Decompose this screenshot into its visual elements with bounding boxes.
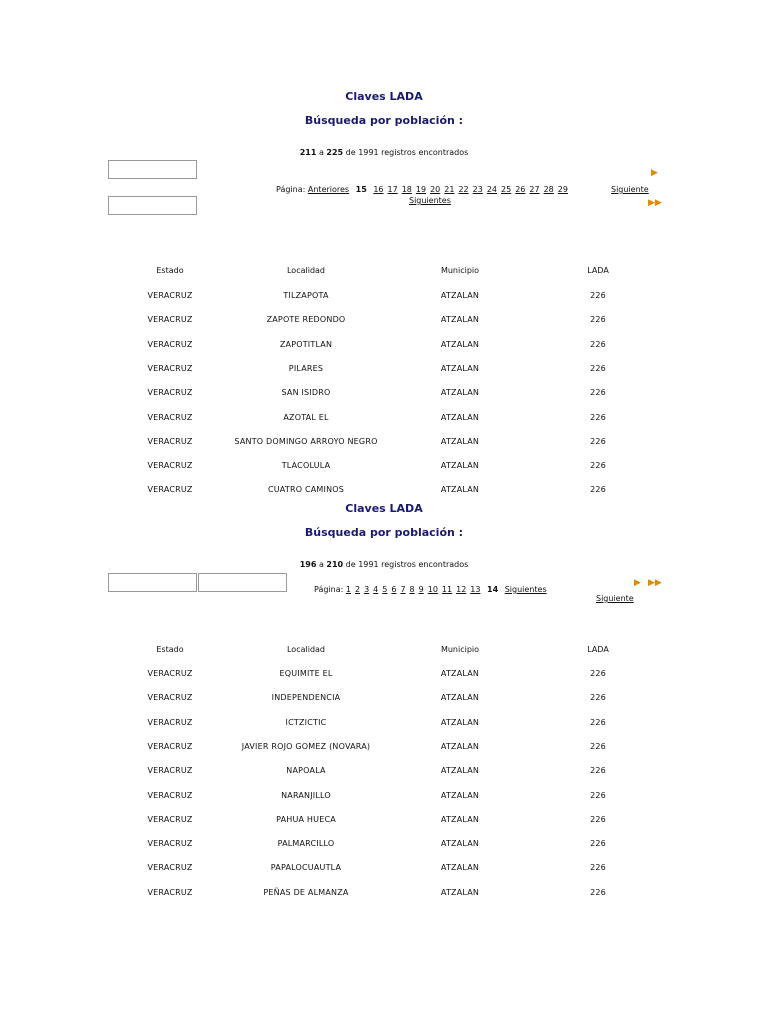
cell-municipio: ATZALAN [440, 814, 480, 824]
page-link-19[interactable]: 19 [415, 185, 427, 194]
page-subtitle: Búsqueda por población : [304, 114, 464, 127]
current-page: 15 [355, 185, 367, 194]
cell-lada: 226 [590, 485, 606, 495]
cell-municipio: ATZALAN [440, 741, 480, 751]
cell-estado: VERACRUZ [147, 363, 193, 373]
cell-localidad: PAPALOCUAUTLA [270, 863, 342, 873]
page-link-29[interactable]: 29 [557, 185, 568, 194]
header-localidad: Localidad [286, 645, 325, 654]
page-link-27[interactable]: 27 [529, 185, 540, 194]
cell-lada: 226 [590, 436, 606, 446]
page-link-24[interactable]: 24 [486, 185, 498, 194]
cell-municipio: ATZALAN [440, 339, 480, 349]
header-estado: Estado [156, 645, 184, 654]
cell-lada: 226 [590, 315, 606, 325]
cell-lada: 226 [590, 291, 606, 300]
page-link-28[interactable]: 28 [543, 185, 554, 194]
cell-lada: 226 [590, 693, 606, 703]
cell-lada: 226 [590, 766, 606, 776]
cell-lada: 226 [590, 863, 606, 873]
page-link-17[interactable]: 17 [387, 185, 398, 194]
cell-estado: VERACRUZ [147, 693, 193, 703]
cell-estado: VERACRUZ [147, 315, 193, 325]
page-link-1[interactable]: 1 [345, 585, 351, 594]
results-count-2: 196 a 210 de 1991 registros encontrados [299, 560, 469, 569]
cell-municipio: ATZALAN [440, 436, 480, 446]
header-municipio: Municipio [440, 266, 480, 275]
cell-municipio: ATZALAN [440, 693, 480, 703]
cell-estado: VERACRUZ [147, 863, 193, 873]
next-page-link[interactable]: Siguiente [611, 185, 649, 194]
cell-lada: 226 [590, 388, 606, 398]
cell-lada: 226 [590, 363, 606, 373]
cell-municipio: ATZALAN [440, 766, 480, 776]
next-group-link[interactable]: Siguientes [409, 196, 451, 205]
page-link-5[interactable]: 5 [382, 585, 388, 594]
cell-localidad: PAHUA HUECA [276, 814, 336, 824]
arrow-right-icon[interactable]: ▶ [651, 168, 658, 178]
cell-municipio: ATZALAN [440, 388, 480, 398]
cell-estado: VERACRUZ [147, 291, 193, 300]
cell-localidad: CUATRO CAMINOS [267, 485, 345, 495]
cell-localidad: ZAPOTITLAN [279, 339, 333, 349]
search-input-3[interactable] [108, 573, 197, 592]
cell-municipio: ATZALAN [440, 717, 480, 727]
cell-estado: VERACRUZ [147, 790, 193, 800]
cell-localidad: JAVIER ROJO GOMEZ (NOVARA) [241, 741, 371, 751]
current-page: 14 [487, 585, 499, 594]
search-input-4[interactable] [198, 573, 287, 592]
cell-lada: 226 [590, 741, 606, 751]
cell-localidad: EQUIMITE EL [279, 669, 333, 678]
cell-estado: VERACRUZ [147, 717, 193, 727]
page-link-6[interactable]: 6 [391, 585, 397, 594]
page-subtitle-2: Búsqueda por población : [304, 526, 464, 539]
cell-localidad: NARANJILLO [281, 790, 331, 800]
cell-localidad: NAPOALA [286, 766, 326, 776]
cell-estado: VERACRUZ [147, 814, 193, 824]
header-lada: LADA [587, 266, 609, 275]
next-group-link[interactable]: Siguientes [504, 585, 547, 594]
cell-lada: 226 [590, 814, 606, 824]
cell-localidad: PEÑAS DE ALMANZA [263, 887, 349, 897]
arrow-right-icon[interactable]: ▶ [634, 578, 641, 588]
page-link-23[interactable]: 23 [472, 185, 483, 194]
page-link-3[interactable]: 3 [364, 585, 370, 594]
page-link-10[interactable]: 10 [427, 585, 438, 594]
cell-estado: VERACRUZ [147, 669, 193, 678]
cell-estado: VERACRUZ [147, 436, 193, 446]
cell-localidad: ZAPOTE REDONDO [266, 315, 346, 325]
cell-lada: 226 [590, 887, 606, 897]
pager-2 [314, 585, 551, 594]
search-input-2[interactable] [108, 196, 197, 215]
cell-estado: VERACRUZ [147, 461, 193, 471]
cell-localidad: ICTZICTIC [285, 717, 327, 727]
cell-lada: 226 [590, 790, 606, 800]
cell-localidad: PALMARCILLO [277, 839, 335, 849]
page-link-2[interactable]: 2 [354, 585, 361, 594]
cell-localidad: TILZAPOTA [283, 291, 329, 300]
cell-estado: VERACRUZ [147, 839, 193, 849]
cell-lada: 226 [590, 461, 606, 471]
pager-label: Página: [314, 585, 344, 594]
cell-localidad: INDEPENDENCIA [271, 693, 341, 703]
cell-estado: VERACRUZ [147, 887, 193, 897]
cell-municipio: ATZALAN [440, 485, 480, 495]
cell-localidad: TLACOLULA [281, 461, 331, 471]
header-estado: Estado [156, 266, 184, 275]
cell-municipio: ATZALAN [440, 863, 480, 873]
cell-lada: 226 [590, 412, 606, 422]
results-count: 211 a 225 de 1991 registros encontrados [299, 148, 469, 157]
next-page-link[interactable]: Siguiente [596, 594, 634, 603]
prev-group-link[interactable]: Anteriores [307, 185, 350, 194]
page-link-16[interactable]: 16 [373, 185, 384, 194]
cell-localidad: SAN ISIDRO [281, 388, 331, 398]
header-municipio: Municipio [440, 645, 480, 654]
double-arrow-right-icon[interactable]: ▶▶ [648, 198, 662, 208]
cell-municipio: ATZALAN [440, 412, 480, 422]
header-localidad: Localidad [286, 266, 325, 275]
page-link-25[interactable]: 25 [501, 185, 512, 194]
cell-municipio: ATZALAN [440, 839, 480, 849]
cell-estado: VERACRUZ [147, 412, 193, 422]
pager-label: Página: [276, 185, 306, 194]
pager [276, 185, 572, 194]
page-link-22[interactable]: 22 [458, 185, 469, 194]
cell-municipio: ATZALAN [440, 887, 480, 897]
cell-localidad: PILARES [288, 363, 324, 373]
page-link-7[interactable]: 7 [400, 585, 406, 594]
cell-estado: VERACRUZ [147, 388, 193, 398]
page-link-8[interactable]: 8 [409, 585, 415, 594]
cell-estado: VERACRUZ [147, 741, 193, 751]
cell-municipio: ATZALAN [440, 363, 480, 373]
page-link-13[interactable]: 13 [470, 585, 481, 594]
page-link-12[interactable]: 12 [456, 585, 467, 594]
page-link-20[interactable]: 20 [430, 185, 441, 194]
header-lada: LADA [587, 645, 609, 654]
cell-estado: VERACRUZ [147, 766, 193, 776]
cell-lada: 226 [590, 339, 606, 349]
cell-municipio: ATZALAN [440, 790, 480, 800]
page-link-26[interactable]: 26 [515, 185, 526, 194]
cell-localidad: SANTO DOMINGO ARROYO NEGRO [234, 436, 378, 446]
cell-estado: VERACRUZ [147, 485, 193, 495]
page-title-2: Claves LADA [345, 502, 423, 515]
cell-localidad: AZOTAL EL [283, 412, 329, 422]
cell-municipio: ATZALAN [440, 669, 480, 678]
cell-lada: 226 [590, 717, 606, 727]
double-arrow-right-icon[interactable]: ▶▶ [648, 578, 662, 588]
cell-estado: VERACRUZ [147, 339, 193, 349]
page-title: Claves LADA [345, 90, 423, 103]
page-link-4[interactable]: 4 [373, 585, 379, 594]
cell-lada: 226 [590, 669, 606, 678]
page-link-9[interactable]: 9 [418, 585, 424, 594]
page-link-18[interactable]: 18 [401, 185, 412, 194]
search-input-1[interactable] [108, 160, 197, 179]
cell-municipio: ATZALAN [440, 315, 480, 325]
cell-lada: 226 [590, 839, 606, 849]
cell-municipio: ATZALAN [440, 461, 480, 471]
cell-municipio: ATZALAN [440, 291, 480, 300]
page-link-11[interactable]: 11 [441, 585, 453, 594]
page-link-21[interactable]: 21 [444, 185, 455, 194]
